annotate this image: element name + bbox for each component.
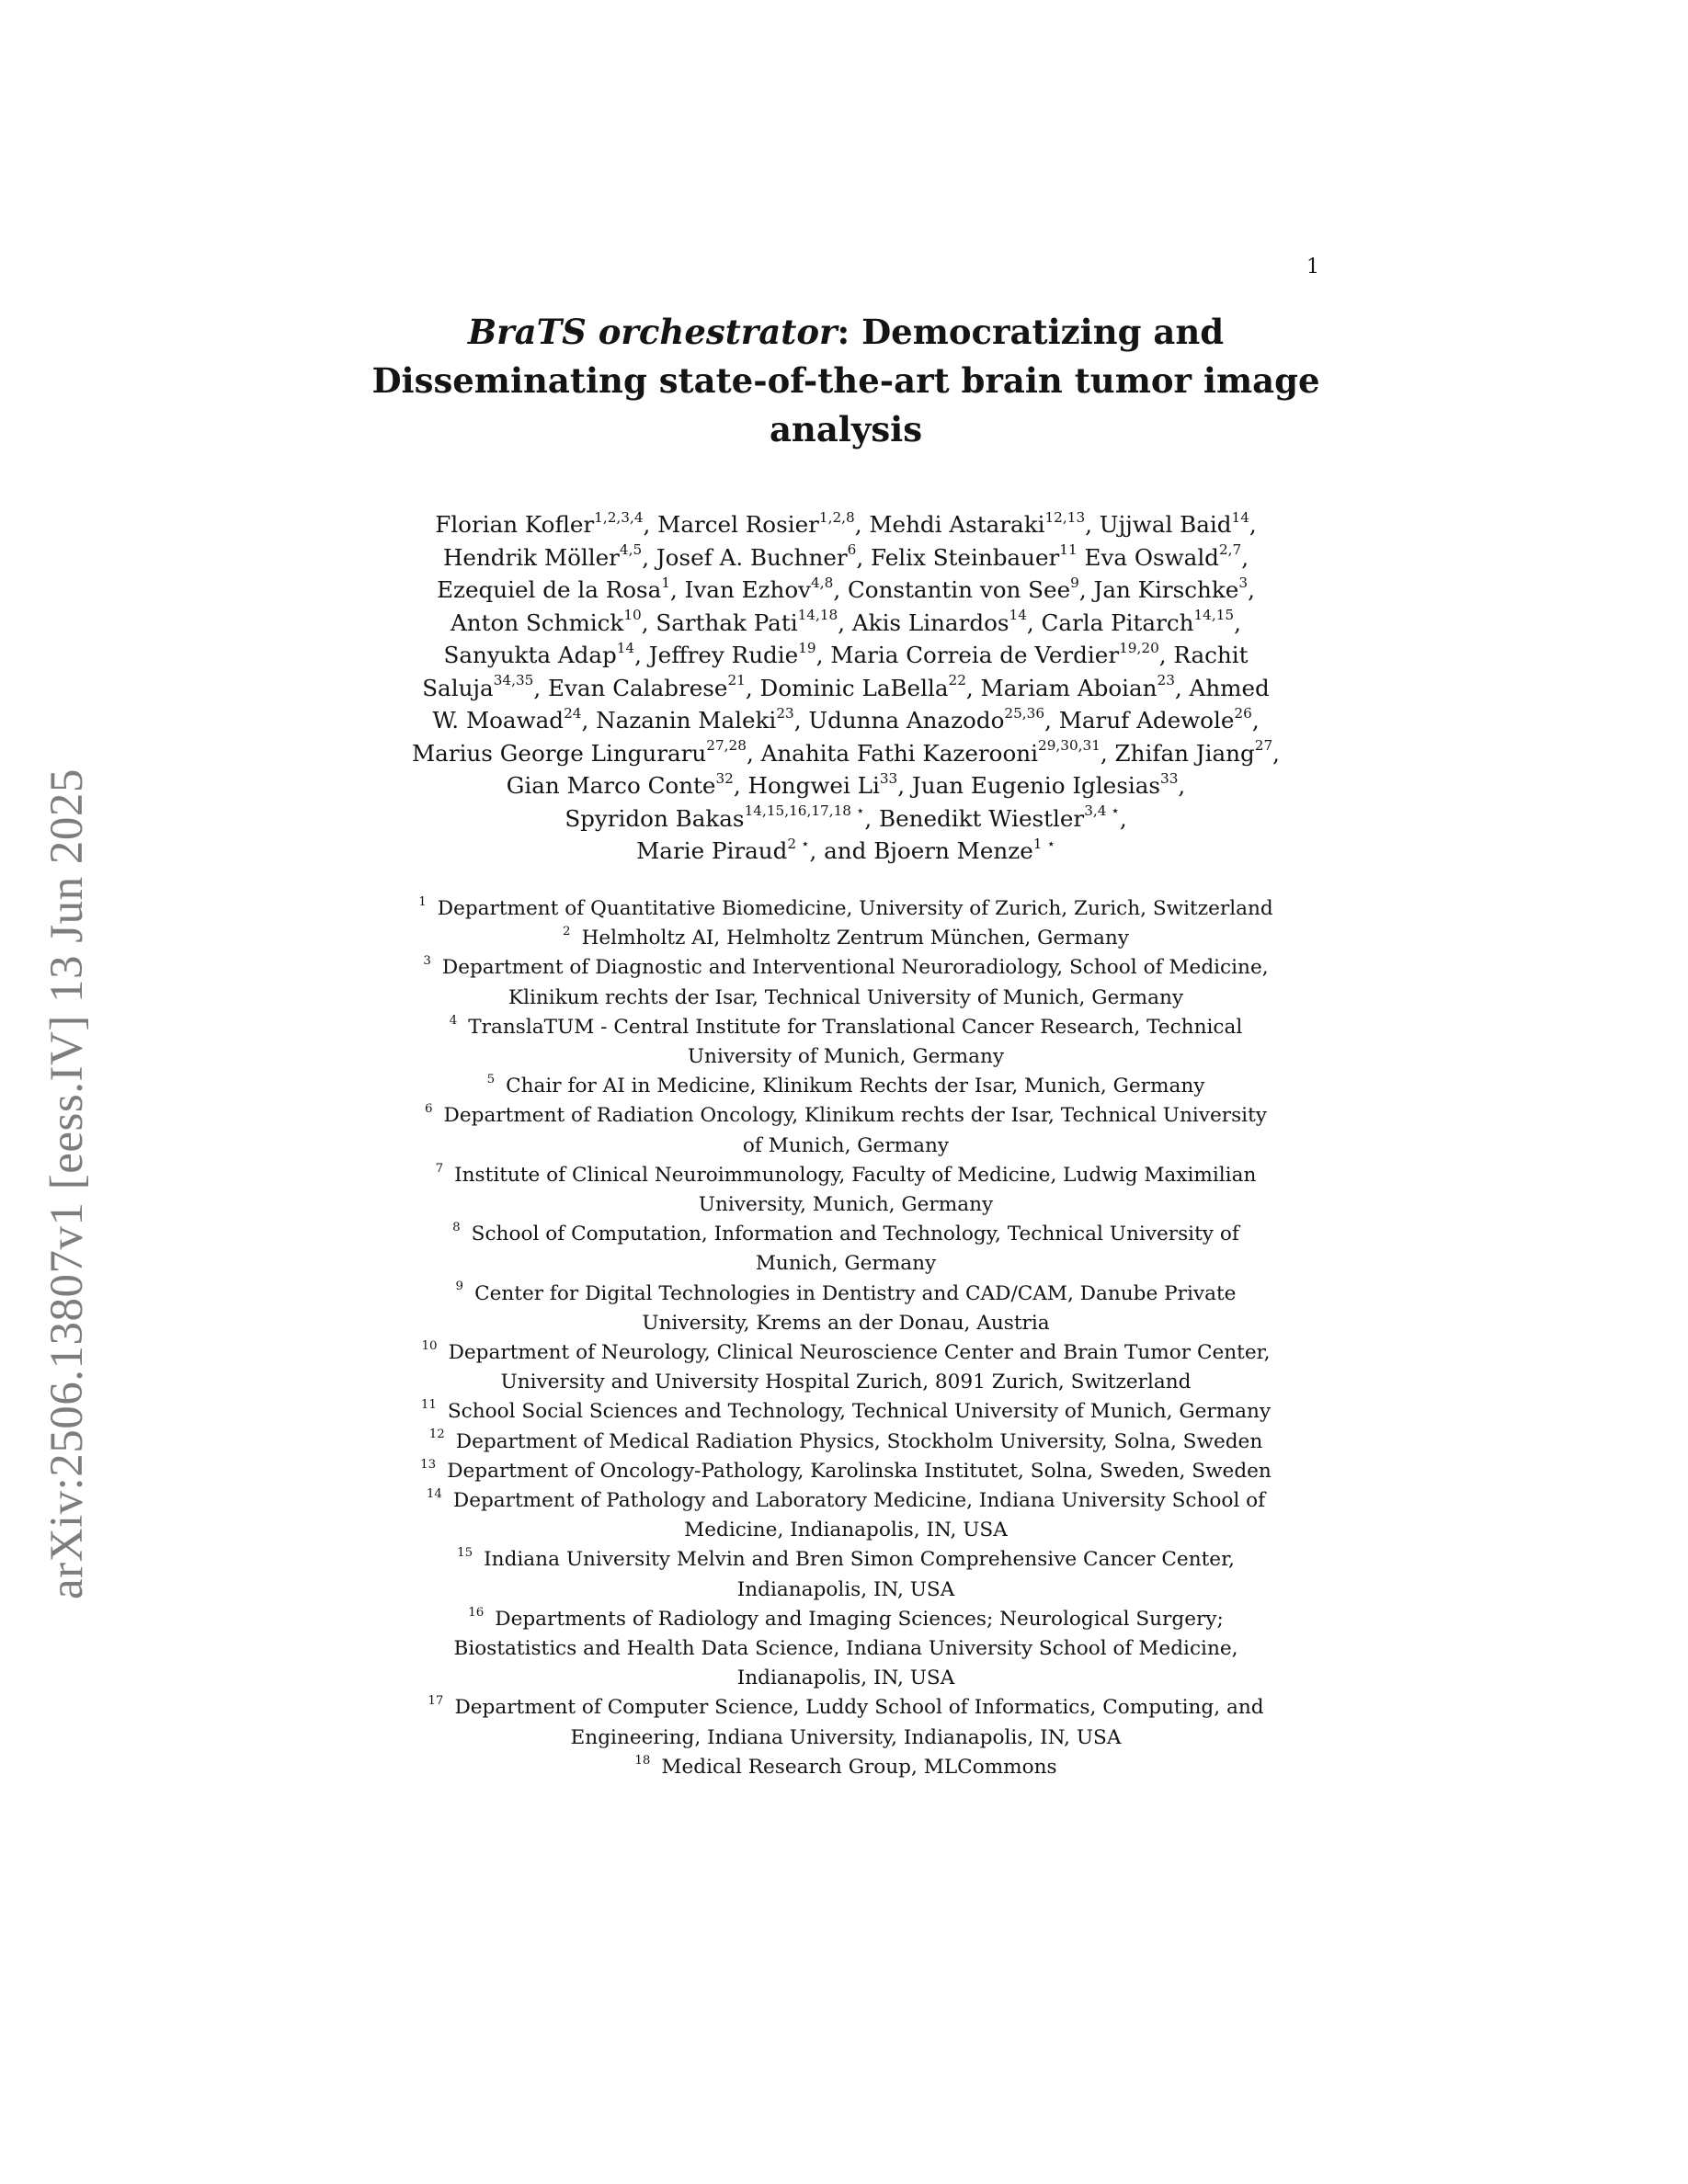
author-line xyxy=(363,639,1329,672)
author-affiliation-marker: 3 xyxy=(1238,574,1249,591)
author-line xyxy=(363,574,1329,607)
affiliation-line xyxy=(363,1101,1329,1131)
affiliation-line xyxy=(363,1013,1329,1042)
author-affiliation-marker: 10 xyxy=(623,607,642,624)
author-line xyxy=(363,802,1329,836)
affiliation-line xyxy=(363,1516,1329,1545)
affiliation-text: Department of Pathology and Laboratory Medicine, Indiana University School of xyxy=(452,1489,1266,1513)
author-name: , Juan Eugenio Iglesias xyxy=(897,772,1160,799)
author-line xyxy=(363,607,1329,640)
affiliation-text: Helmholtz AI, Helmholtz Zentrum München, Germany xyxy=(581,927,1129,950)
author-affiliation-marker: 4,5 xyxy=(619,541,643,559)
author-affiliation-marker: 24 xyxy=(564,704,582,722)
author-name: Marius George Linguraru xyxy=(412,739,707,767)
author-line xyxy=(363,672,1329,705)
affiliation-text: University, Munich, Germany xyxy=(698,1193,994,1217)
author-name: , Felix Steinbauer xyxy=(856,543,1060,571)
affiliation-line xyxy=(363,1132,1329,1161)
author-name: , Zhifan Jiang xyxy=(1100,739,1255,767)
affiliation-line xyxy=(363,924,1329,953)
author-line xyxy=(363,508,1329,541)
affiliation-text: Department of Oncology-Pathology, Karolinska Institutet, Solna, Sweden, Sweden xyxy=(447,1459,1272,1483)
author-name: , Benedikt Wiestler xyxy=(864,804,1085,832)
arxiv-identifier: arXiv:2506.13807v1 [eess.IV] 13 Jun 2025 xyxy=(41,768,93,1599)
author-name: , Mariam Aboian xyxy=(965,674,1158,701)
affiliation-line xyxy=(363,1693,1329,1723)
author-name: , Hongwei Li xyxy=(733,772,880,799)
affiliation-number: 14 xyxy=(426,1486,442,1501)
affiliation-line xyxy=(363,1753,1329,1782)
author-name: , Maruf Adewole xyxy=(1044,707,1235,734)
author-name: Florian Kofler xyxy=(435,511,595,538)
title-line-2: Disseminating state-of-the-art brain tumor image xyxy=(371,360,1320,401)
affiliation-line xyxy=(363,1338,1329,1368)
author-line xyxy=(363,541,1329,574)
affiliation-number: 12 xyxy=(428,1428,445,1442)
affiliation-line xyxy=(363,1397,1329,1427)
author-affiliation-marker: 2,7 xyxy=(1218,541,1242,559)
author-name: , xyxy=(1241,543,1249,571)
affiliation-text: Department of Radiation Oncology, Klinikum rechts der Isar, Technical University xyxy=(443,1104,1267,1128)
affiliation-text: Indianapolis, IN, USA xyxy=(736,1577,955,1601)
author-list xyxy=(363,508,1329,868)
author-affiliation-marker: 1 xyxy=(661,574,671,591)
affiliation-line xyxy=(363,1457,1329,1486)
affiliation-line xyxy=(363,1190,1329,1220)
author-name: , xyxy=(1234,609,1241,636)
author-affiliation-marker: 14,18 xyxy=(797,607,838,624)
affiliation-number: 9 xyxy=(455,1280,464,1294)
author-affiliation-marker: 1 ⋆ xyxy=(1032,835,1055,852)
affiliation-text: University and University Hospital Zurich, 8091 Zurich, Switzerland xyxy=(500,1371,1192,1394)
title-line-1-rest: : Democratizing and xyxy=(837,312,1225,352)
affiliation-number: 10 xyxy=(421,1338,438,1353)
author-affiliation-marker: 22 xyxy=(948,672,966,689)
affiliation-number: 7 xyxy=(435,1161,444,1176)
author-name: , Evan Calabrese xyxy=(533,674,728,701)
author-name: , Akis Linardos xyxy=(838,609,1009,636)
author-line xyxy=(363,835,1329,868)
affiliation-line xyxy=(363,1072,1329,1101)
author-name: , Rachit xyxy=(1158,642,1249,668)
affiliation-number: 15 xyxy=(457,1546,473,1561)
affiliation-line xyxy=(363,1575,1329,1605)
title-line-1 xyxy=(363,308,1329,357)
affiliation-line xyxy=(363,1664,1329,1693)
author-name: Hendrik Möller xyxy=(442,543,620,571)
author-name: , Jan Kirschke xyxy=(1078,576,1239,603)
author-affiliation-marker: 14,15 xyxy=(1193,607,1235,624)
author-name: , xyxy=(1272,739,1280,767)
affiliation-line xyxy=(363,1280,1329,1309)
author-name: , Anahita Fathi Kazerooni xyxy=(746,739,1038,767)
affiliation-line xyxy=(363,1249,1329,1279)
affiliation-text: Department of Medical Radiation Physics, Stockholm University, Solna, Sweden xyxy=(455,1429,1263,1453)
affiliation-text: University of Munich, Germany xyxy=(687,1045,1005,1069)
author-name: , Constantin von See xyxy=(833,576,1071,603)
author-name: Saluja xyxy=(422,674,494,701)
affiliation-line xyxy=(363,1368,1329,1397)
author-affiliation-marker: 21 xyxy=(727,672,746,689)
affiliation-number: 16 xyxy=(468,1605,485,1620)
affiliation-text: Medicine, Indianapolis, IN, USA xyxy=(684,1519,1008,1542)
author-affiliation-marker: 19 xyxy=(798,639,816,656)
affiliation-line xyxy=(363,1042,1329,1072)
affiliation-number: 2 xyxy=(563,925,571,939)
affiliation-text: of Munich, Germany xyxy=(742,1133,950,1157)
author-name: , Jeffrey Rudie xyxy=(634,642,799,668)
author-name: Anton Schmick xyxy=(451,609,624,636)
affiliation-number: 4 xyxy=(449,1013,458,1028)
author-name: , xyxy=(1251,707,1260,734)
affiliation-line xyxy=(363,1723,1329,1753)
author-affiliation-marker: 14 xyxy=(1231,508,1249,526)
affiliation-line xyxy=(363,1486,1329,1516)
author-affiliation-marker: 27,28 xyxy=(706,737,747,755)
affiliation-line xyxy=(363,1309,1329,1338)
affiliation-line xyxy=(363,1634,1329,1664)
affiliation-text: School Social Sciences and Technology, Technical University of Munich, Germany xyxy=(447,1400,1272,1424)
affiliation-number: 8 xyxy=(452,1221,461,1235)
author-affiliation-marker: 14 xyxy=(616,639,635,656)
affiliation-line xyxy=(363,1545,1329,1575)
affiliation-text: Indianapolis, IN, USA xyxy=(736,1666,955,1690)
author-name: , Carla Pitarch xyxy=(1026,609,1194,636)
affiliation-number: 3 xyxy=(423,954,431,969)
author-affiliation-marker: 27 xyxy=(1254,737,1273,755)
author-affiliation-marker: 34,35 xyxy=(493,672,534,689)
affiliation-number: 17 xyxy=(428,1694,444,1709)
paper-title xyxy=(363,308,1329,454)
author-affiliation-marker: 6 xyxy=(847,541,857,559)
author-affiliation-marker: 26 xyxy=(1234,704,1252,722)
author-affiliation-marker: 11 xyxy=(1059,541,1078,559)
affiliation-number: 11 xyxy=(420,1398,437,1413)
author-affiliation-marker: 33 xyxy=(879,769,898,787)
author-name: Gian Marco Conte xyxy=(506,772,716,799)
author-affiliation-marker: 33 xyxy=(1160,769,1179,787)
author-name: , Udunna Anazodo xyxy=(793,707,1005,734)
author-name: Sanyukta Adap xyxy=(443,642,617,668)
affiliation-number: 6 xyxy=(425,1102,433,1117)
author-line xyxy=(363,737,1329,770)
author-affiliation-marker: 14 xyxy=(1009,607,1027,624)
affiliation-line xyxy=(363,1605,1329,1634)
affiliation-text: Institute of Clinical Neuroimmunology, Faculty of Medicine, Ludwig Maximilian xyxy=(454,1163,1257,1187)
affiliation-text: Department of Diagnostic and Interventional Neuroradiology, School of Medicine, xyxy=(441,956,1269,980)
affiliation-number: 5 xyxy=(486,1073,496,1087)
author-name: , Ivan Ezhov xyxy=(670,576,812,603)
affiliation-text: Center for Digital Technologies in Dentistry and CAD/CAM, Danube Private xyxy=(474,1281,1237,1305)
author-affiliation-marker: 3,4 ⋆ xyxy=(1084,802,1120,820)
page-number: 1 xyxy=(1306,256,1319,279)
affiliation-text: Department of Quantitative Biomedicine, University of Zurich, Zurich, Switzerland xyxy=(437,897,1273,920)
affiliation-number: 18 xyxy=(634,1753,651,1768)
title-line-3: analysis xyxy=(769,409,923,449)
author-affiliation-marker: 32 xyxy=(715,769,734,787)
author-affiliation-marker: 14,15,16,17,18 ⋆ xyxy=(744,802,865,820)
author-name: Marie Piraud xyxy=(636,837,788,864)
affiliation-number: 1 xyxy=(418,894,427,909)
author-affiliation-marker: 29,30,31 xyxy=(1038,737,1101,755)
author-affiliation-marker: 1,2,8 xyxy=(818,508,855,526)
affiliation-text: University, Krems an der Donau, Austria xyxy=(642,1311,1050,1335)
affiliation-text: School of Computation, Information and Technology, Technical University of xyxy=(471,1223,1239,1246)
affiliation-text: TranslaTUM - Central Institute for Translational Cancer Research, Technical xyxy=(468,1015,1243,1039)
author-affiliation-marker: 23 xyxy=(1157,672,1175,689)
author-name: Ezequiel de la Rosa xyxy=(437,576,662,603)
author-name: , Dominic LaBella xyxy=(745,674,949,701)
affiliation-text: Indiana University Melvin and Bren Simon Comprehensive Cancer Center, xyxy=(484,1548,1235,1572)
author-name: , Josef A. Buchner xyxy=(642,543,848,571)
affiliation-list xyxy=(363,894,1329,1782)
author-affiliation-marker: 23 xyxy=(776,704,794,722)
author-name: , xyxy=(1248,576,1255,603)
author-name: , xyxy=(1178,772,1186,799)
author-affiliation-marker: 2 ⋆ xyxy=(787,835,810,852)
affiliation-text: Chair for AI in Medicine, Klinikum Rechts der Isar, Munich, Germany xyxy=(506,1075,1205,1098)
affiliation-line xyxy=(363,1161,1329,1190)
author-affiliation-marker: 19,20 xyxy=(1119,639,1159,656)
author-affiliation-marker: 4,8 xyxy=(811,574,834,591)
author-name: , Sarthak Pati xyxy=(641,609,798,636)
title-italic: BraTS orchestrator xyxy=(467,312,838,352)
affiliation-text: Department of Computer Science, Luddy School of Informatics, Computing, and xyxy=(454,1696,1264,1720)
affiliation-text: Medical Research Group, MLCommons xyxy=(661,1755,1057,1779)
author-name: , Ahmed xyxy=(1174,674,1270,701)
author-line xyxy=(363,704,1329,737)
author-affiliation-marker: 25,36 xyxy=(1004,704,1045,722)
affiliation-text: Departments of Radiology and Imaging Sciences; Neurological Surgery; xyxy=(495,1607,1224,1631)
author-name: , Nazanin Maleki xyxy=(581,707,777,734)
author-name: , and Bjoern Menze xyxy=(809,837,1033,864)
affiliation-text: Engineering, Indiana University, Indianapolis, IN, USA xyxy=(570,1725,1122,1749)
affiliation-line xyxy=(363,1428,1329,1457)
author-name: , Marcel Rosier xyxy=(643,511,819,538)
affiliation-line xyxy=(363,1220,1329,1249)
author-affiliation-marker: 9 xyxy=(1070,574,1079,591)
author-name: , Maria Correia de Verdier xyxy=(815,642,1120,668)
affiliation-line xyxy=(363,984,1329,1013)
author-name: Eva Oswald xyxy=(1077,543,1219,571)
author-name: , Mehdi Astaraki xyxy=(854,511,1045,538)
affiliation-line xyxy=(363,953,1329,983)
affiliation-text: Munich, Germany xyxy=(755,1252,937,1276)
author-name: , Ujjwal Baid xyxy=(1085,511,1232,538)
affiliation-line xyxy=(363,894,1329,924)
affiliation-text: Klinikum rechts der Isar, Technical University of Munich, Germany xyxy=(508,985,1184,1009)
author-name: W. Moawad xyxy=(432,707,565,734)
author-name: Spyridon Bakas xyxy=(565,804,745,832)
author-line xyxy=(363,769,1329,802)
author-name: , xyxy=(1249,511,1257,538)
affiliation-text: Biostatistics and Health Data Science, Indiana University School of Medicine, xyxy=(453,1637,1238,1661)
author-affiliation-marker: 12,13 xyxy=(1044,508,1086,526)
affiliation-number: 13 xyxy=(420,1457,437,1472)
affiliation-text: Department of Neurology, Clinical Neuroscience Center and Brain Tumor Center, xyxy=(448,1341,1271,1365)
author-affiliation-marker: 1,2,3,4 xyxy=(594,508,644,526)
author-name: , xyxy=(1119,804,1127,832)
